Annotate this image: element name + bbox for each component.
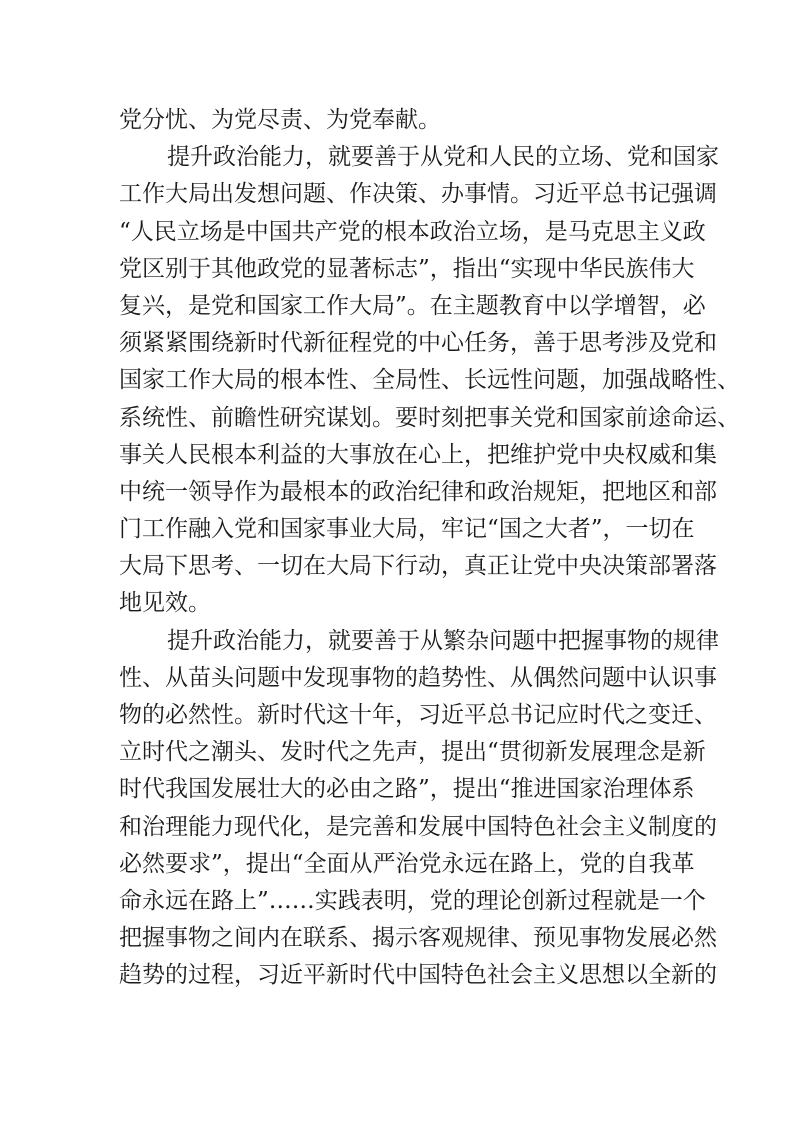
text-line: 把握事物之间内在联系、揭示客观规律、预见事物发展必然 [119, 925, 717, 952]
text-line: 系统性、前瞻性研究谋划。要时刻把事关党和国家前途命运、 [119, 404, 740, 431]
text-line: 门工作融入党和国家事业大局，牢记“国之大者”，一切在 [119, 516, 695, 543]
paragraph [119, 139, 740, 622]
text-line: 工作大局出发想问题、作决策、办事情。习近平总书记强调 [119, 181, 717, 208]
text-line: 提升政治能力，就要善于从繁杂问题中把握事物的规律 [167, 627, 719, 654]
text-line: 国家工作大局的根本性、全局性、长远性问题，加强战略性、 [119, 367, 740, 394]
text-line: 中统一领导作为最根本的政治纪律和政治规矩，把地区和部 [119, 478, 717, 505]
text-line: 性、从苗头问题中发现事物的趋势性、从偶然问题中认识事 [119, 664, 717, 691]
document-page [119, 102, 740, 995]
text-line: 立时代之潮头、发时代之先声，提出“贯彻新发展理念是新 [119, 739, 706, 766]
text-line: 趋势的过程，习近平新时代中国特色社会主义思想以全新的 [119, 962, 717, 989]
paragraph [119, 623, 719, 995]
paragraph [119, 102, 677, 139]
text-line: “人民立场是中国共产党的根本政治立场，是马克思主义政 [119, 218, 706, 245]
text-line: 物的必然性。新时代这十年，习近平总书记应时代之变迁、 [119, 702, 717, 728]
text-line: 和治理能力现代化，是完善和发展中国特色社会主义制度的 [119, 813, 717, 840]
text-line: 党分忧、为党尽责、为党奉献。 [119, 107, 441, 133]
text-line: 党区别于其他政党的显著标志”，指出“实现中华民族伟大 [119, 255, 695, 282]
text-line: 提升政治能力，就要善于从党和人民的立场、党和国家 [167, 144, 719, 171]
text-line: 复兴，是党和国家工作大局”。在主题教育中以学增智，必 [119, 292, 706, 319]
text-line: 大局下思考、一切在大局下行动，真正让党中央决策部署落 [119, 553, 717, 580]
text-line: 必然要求”，提出“全面从严治党永远在路上，党的自我革 [119, 850, 695, 877]
text-line: 时代我国发展壮大的必由之路”，提出“推进国家治理体系 [119, 776, 695, 803]
text-line: 命永远在路上”……实践表明，党的理论创新过程就是一个 [119, 887, 706, 914]
text-line: 地见效。 [119, 590, 211, 617]
text-line: 须紧紧围绕新时代新征程党的中心任务，善于思考涉及党和 [119, 330, 717, 357]
text-line: 事关人民根本利益的大事放在心上，把维护党中央权威和集 [119, 441, 717, 468]
